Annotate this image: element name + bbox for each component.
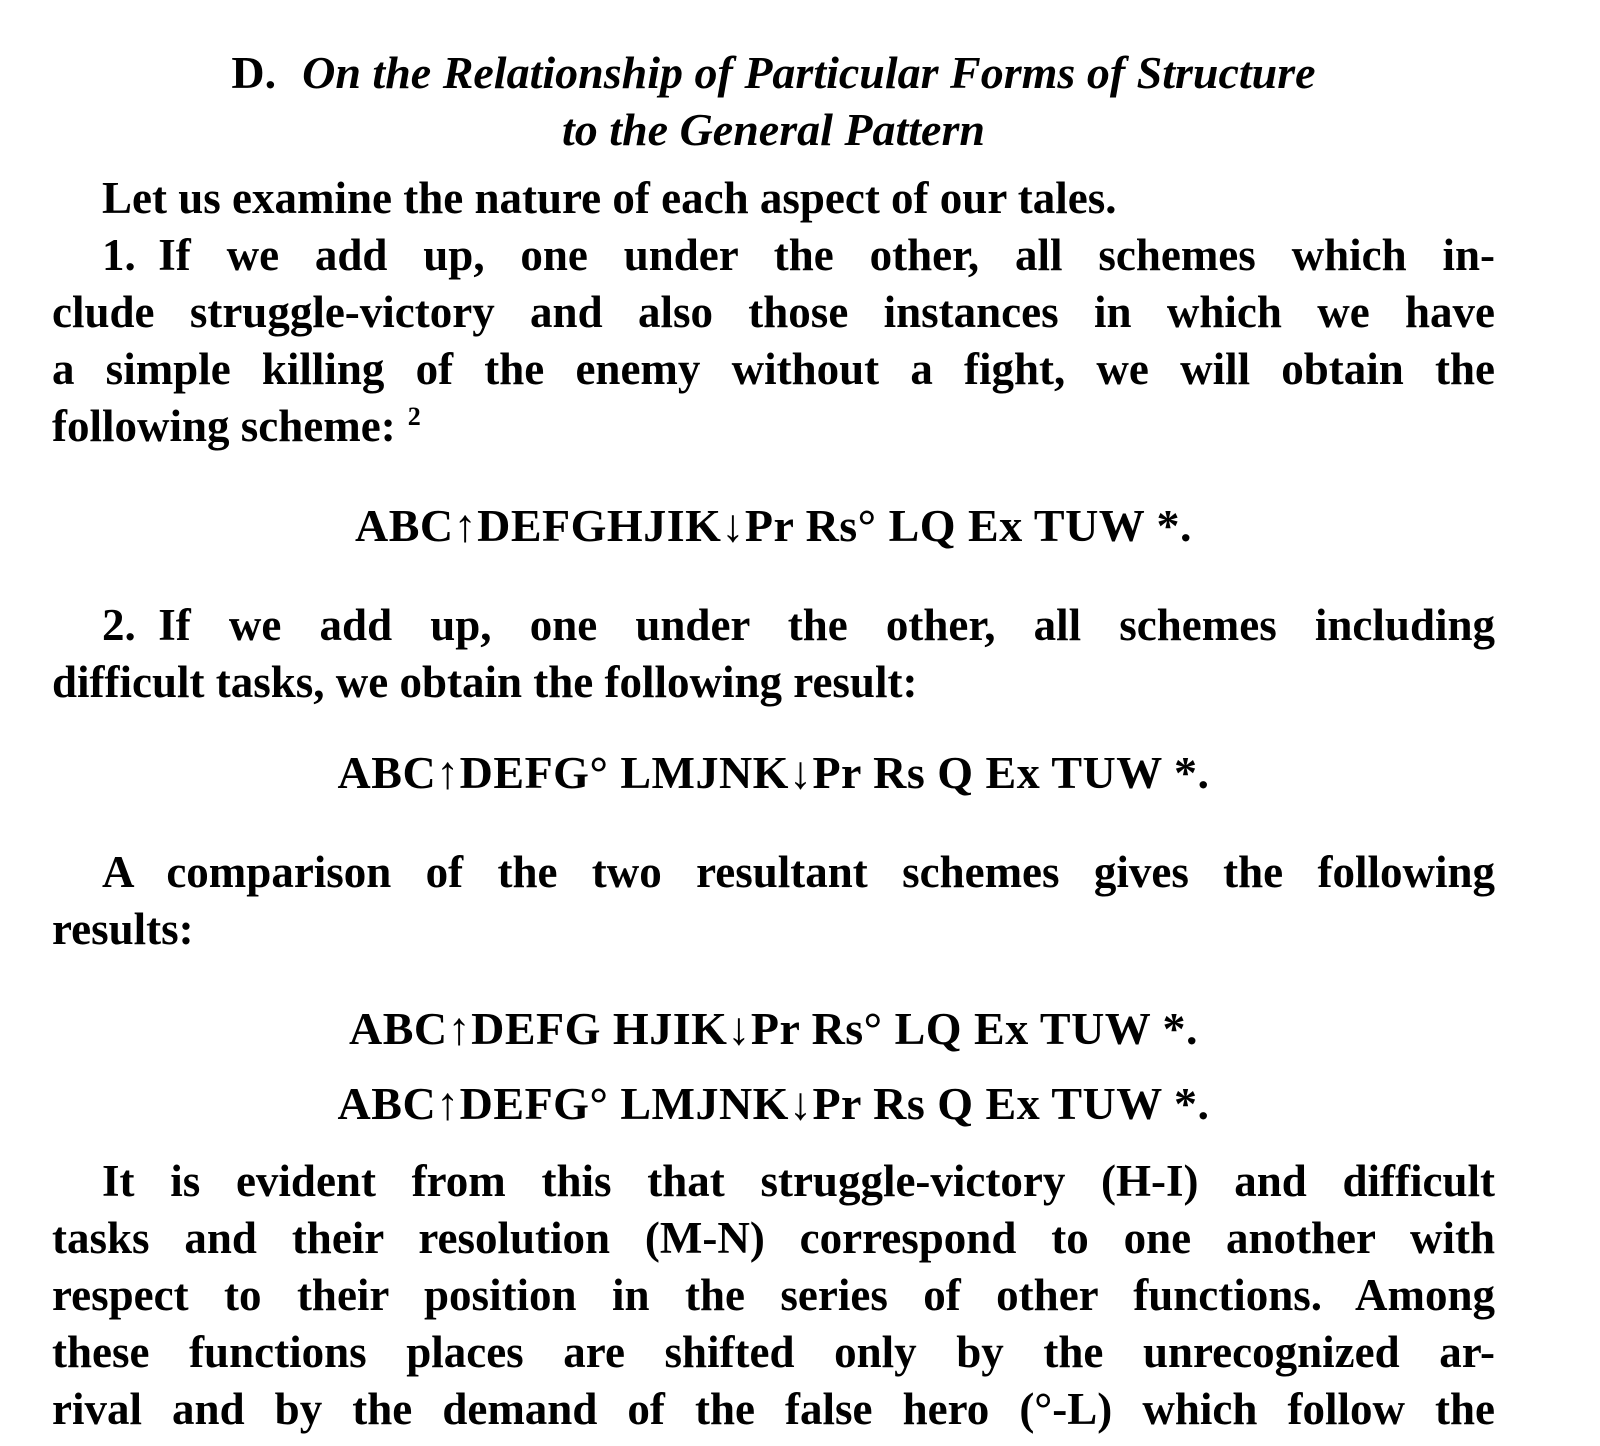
scheme-formula-3: ABC↑DEFG HJIK↓Pr Rs° LQ Ex TUW *. bbox=[349, 1003, 1198, 1054]
paragraph-4 bbox=[52, 1153, 1495, 1438]
text-line: difficult tasks, we obtain the following result: bbox=[52, 657, 918, 707]
text-line: A comparison of the two resultant schemes gives the following bbox=[102, 847, 1495, 897]
paragraph-2 bbox=[52, 597, 1495, 711]
text-line-text: following scheme: bbox=[52, 401, 396, 451]
text-line: It is evident from this that struggle-victory (H-I) and difficult bbox=[102, 1156, 1495, 1206]
scheme-formula-2: ABC↑DEFG° LMJNK↓Pr Rs Q Ex TUW *. bbox=[337, 747, 1210, 798]
text-line: these functions places are shifted only by the unrecognized ar- bbox=[52, 1327, 1495, 1377]
section-heading bbox=[52, 44, 1495, 158]
intro-paragraph bbox=[52, 170, 1495, 227]
scheme-formula-1: ABC↑DEFGHJIK↓Pr Rs° LQ Ex TUW *. bbox=[355, 500, 1192, 551]
section-heading-line-1 bbox=[52, 44, 1495, 101]
text-line bbox=[52, 398, 1495, 455]
paragraph-1 bbox=[52, 227, 1495, 455]
paragraph-3 bbox=[52, 844, 1495, 958]
footnote-marker: 2 bbox=[407, 402, 421, 431]
section-title-part-1: On the Relationship of Particular Forms of Structure bbox=[302, 47, 1316, 98]
text-line: 2. If we add up, one under the other, all schemes including bbox=[102, 600, 1495, 650]
text-line: tasks and their resolution (M-N) correspond to one another with bbox=[52, 1213, 1495, 1263]
scheme-formula-4: ABC↑DEFG° LMJNK↓Pr Rs Q Ex TUW *. bbox=[337, 1078, 1210, 1129]
text-line: clude struggle-victory and also those instances in which we have bbox=[52, 287, 1495, 337]
section-letter: D. bbox=[231, 47, 277, 98]
text-line: 1. If we add up, one under the other, all schemes which in- bbox=[102, 230, 1495, 280]
text-line: results: bbox=[52, 904, 194, 954]
text-line: rival and by the demand of the false hero (°-L) which follow the bbox=[52, 1384, 1495, 1434]
text-line: respect to their position in the series of other functions. Among bbox=[52, 1270, 1495, 1320]
text-line: Let us examine the nature of each aspect of our tales. bbox=[102, 173, 1117, 223]
section-heading-line-2: to the General Pattern bbox=[562, 104, 985, 155]
text-line: a simple killing of the enemy without a fight, we will obtain the bbox=[52, 344, 1495, 394]
